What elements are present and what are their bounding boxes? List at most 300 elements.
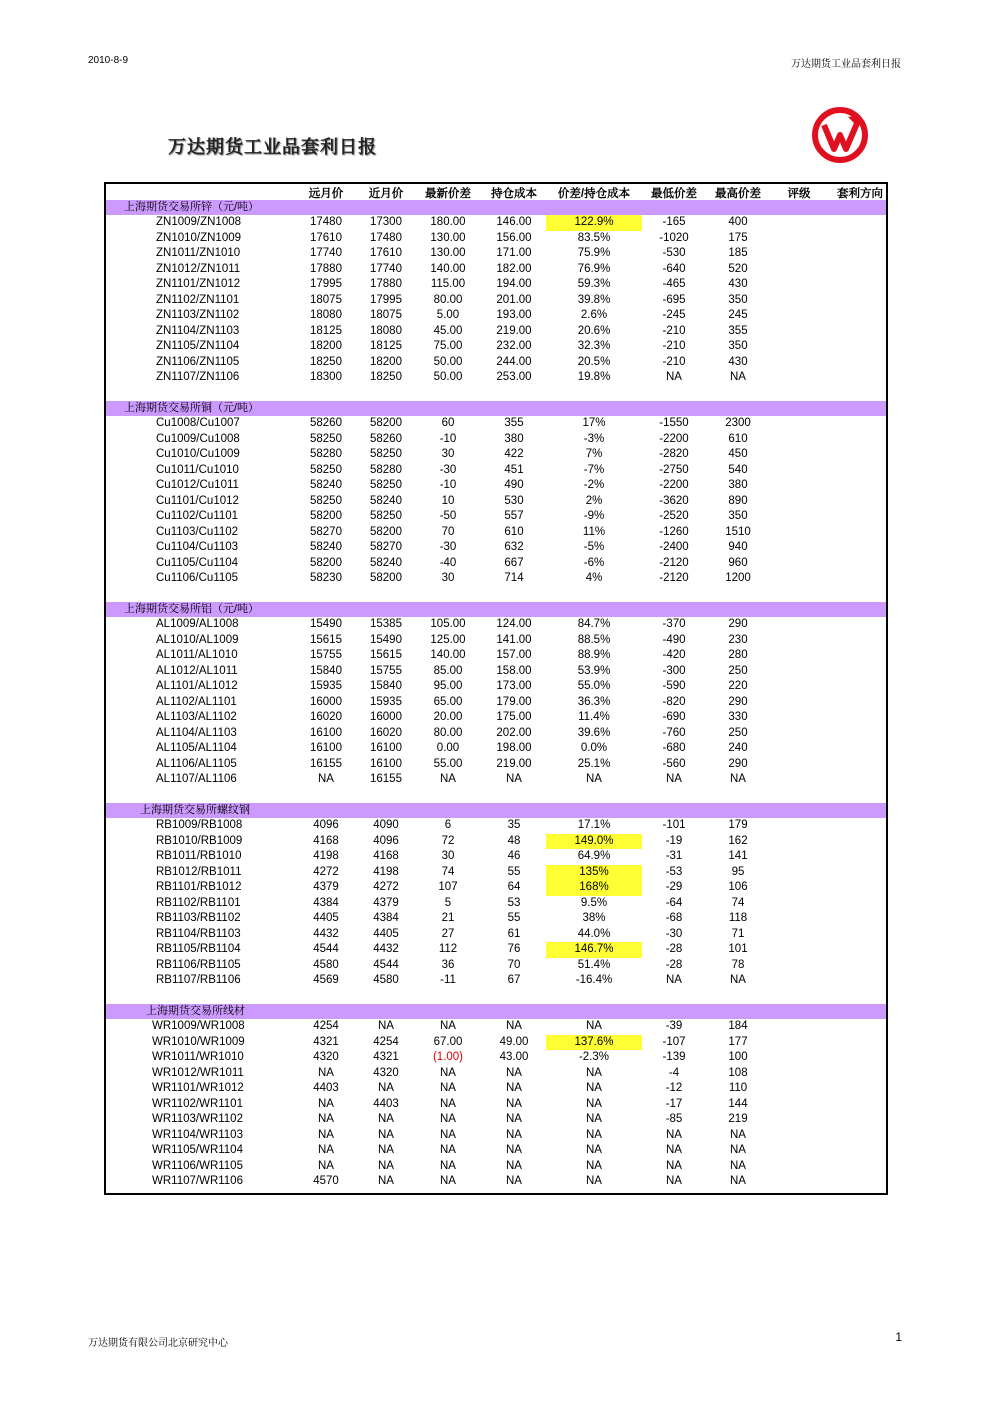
near-price-cell: 16155 bbox=[370, 773, 402, 785]
spread-cost-ratio-cell: 88.5% bbox=[577, 633, 611, 646]
near-price-cell: 18125 bbox=[370, 340, 402, 352]
near-price-cell: 17300 bbox=[370, 216, 402, 228]
contract-pair-cell: AL1103/AL1102 bbox=[156, 711, 237, 723]
latest-spread-cell: 115.00 bbox=[430, 278, 466, 290]
holding-cost-cell: 156.00 bbox=[496, 231, 532, 244]
contract-pair-cell: Cu1011/Cu1010 bbox=[156, 463, 239, 476]
holding-cost-cell: 667 bbox=[504, 556, 524, 569]
table-row bbox=[106, 664, 886, 680]
holding-cost-cell: 194.00 bbox=[496, 278, 532, 290]
max-spread-cell: 290 bbox=[728, 618, 748, 630]
table-row bbox=[106, 277, 886, 293]
holding-cost-cell: 55 bbox=[507, 912, 521, 924]
holding-cost-cell: 171.00 bbox=[496, 247, 532, 259]
far-price-cell: NA bbox=[318, 1159, 334, 1172]
far-price-cell: 58200 bbox=[310, 556, 342, 569]
near-price-cell: 16100 bbox=[370, 757, 402, 770]
max-spread-cell: 141 bbox=[728, 850, 748, 862]
min-spread-cell: -760 bbox=[662, 726, 686, 739]
holding-cost-cell: 157.00 bbox=[496, 649, 532, 661]
max-spread-cell: 100 bbox=[728, 1051, 748, 1063]
latest-spread-cell: NA bbox=[440, 1128, 456, 1141]
max-spread-cell: 71 bbox=[731, 927, 745, 940]
max-spread-cell: 610 bbox=[728, 432, 748, 445]
far-price-cell: 4403 bbox=[313, 1082, 339, 1094]
latest-spread-cell: 130.00 bbox=[430, 247, 466, 259]
contract-pair-cell: WR1106/WR1105 bbox=[152, 1159, 243, 1172]
far-price-cell: 17995 bbox=[310, 278, 342, 290]
far-price-cell: 18200 bbox=[310, 340, 342, 352]
contract-pair-cell: RB1106/RB1105 bbox=[156, 958, 241, 971]
min-spread-cell: -39 bbox=[665, 1020, 683, 1032]
near-price-cell: 18250 bbox=[370, 371, 402, 383]
holding-cost-cell: 141.00 bbox=[496, 633, 532, 646]
contract-pair-cell: AL1105/AL1104 bbox=[156, 742, 237, 754]
section-spacer bbox=[106, 788, 886, 804]
far-price-cell: 4384 bbox=[313, 896, 339, 909]
near-price-cell: 58260 bbox=[370, 432, 402, 445]
spread-cost-ratio-cell: 51.4% bbox=[577, 958, 611, 971]
min-spread-cell: -210 bbox=[662, 324, 686, 337]
near-price-cell: 4432 bbox=[373, 943, 399, 955]
spread-cost-ratio-cell: 149.0% bbox=[546, 834, 642, 850]
table-row bbox=[106, 447, 886, 463]
spread-cost-ratio-cell: 19.8% bbox=[577, 371, 611, 383]
near-price-cell: 58250 bbox=[370, 448, 402, 460]
holding-cost-cell: 46 bbox=[507, 850, 521, 862]
far-price-cell: 18080 bbox=[310, 309, 342, 321]
latest-spread-cell: 50.00 bbox=[433, 355, 463, 368]
near-price-cell: 17480 bbox=[370, 231, 402, 244]
table-row bbox=[106, 679, 886, 695]
holding-cost-cell: 232.00 bbox=[496, 340, 532, 352]
max-spread-cell: 330 bbox=[728, 711, 748, 723]
max-spread-cell: 144 bbox=[728, 1097, 748, 1110]
table-row bbox=[106, 896, 886, 912]
contract-pair-cell: AL1009/AL1008 bbox=[156, 618, 239, 630]
spread-cost-ratio-cell: 0.0% bbox=[580, 742, 608, 754]
table-row bbox=[106, 633, 886, 649]
contract-pair-cell: Cu1102/Cu1101 bbox=[156, 510, 239, 522]
near-price-cell: 16020 bbox=[370, 726, 402, 739]
far-price-cell: NA bbox=[318, 1113, 334, 1125]
spread-cost-ratio-cell: 122.9% bbox=[546, 215, 642, 231]
latest-spread-cell: 67.00 bbox=[433, 1035, 463, 1048]
table-row bbox=[106, 355, 886, 371]
holding-cost-cell: 714 bbox=[504, 572, 524, 584]
far-price-cell: NA bbox=[318, 773, 334, 785]
near-price-cell: 15935 bbox=[370, 695, 402, 708]
contract-pair-cell: Cu1105/Cu1104 bbox=[156, 556, 239, 569]
latest-spread-cell: 70 bbox=[441, 525, 455, 538]
table-row bbox=[106, 973, 886, 989]
far-price-cell: 15615 bbox=[310, 633, 342, 646]
contract-pair-cell: WR1104/WR1103 bbox=[152, 1128, 243, 1141]
section-header bbox=[106, 602, 886, 617]
spread-cost-ratio-cell: 2% bbox=[585, 494, 603, 507]
far-price-cell: 58230 bbox=[310, 572, 342, 584]
section-title: 上海期货交易所铝（元/吨） bbox=[124, 603, 260, 615]
holding-cost-cell: 35 bbox=[507, 819, 521, 831]
spread-cost-ratio-cell: 4% bbox=[585, 572, 603, 584]
contract-pair-cell: ZN1010/ZN1009 bbox=[156, 231, 242, 244]
max-spread-cell: 540 bbox=[728, 463, 748, 476]
latest-spread-cell: 5.00 bbox=[436, 309, 460, 321]
holding-cost-cell: 451 bbox=[504, 463, 524, 476]
holding-cost-cell: 201.00 bbox=[496, 293, 532, 306]
table-row bbox=[106, 772, 886, 788]
contract-pair-cell: ZN1106/ZN1105 bbox=[156, 355, 240, 368]
contract-pair-cell: Cu1106/Cu1105 bbox=[156, 572, 239, 584]
near-price-cell: 17610 bbox=[370, 247, 402, 259]
section-title: 上海期货交易所锌（元/吨） bbox=[124, 201, 260, 213]
latest-spread-cell: -11 bbox=[440, 974, 456, 986]
contract-pair-cell: AL1104/AL1103 bbox=[156, 726, 237, 739]
contract-pair-cell: RB1102/RB1101 bbox=[156, 896, 241, 909]
max-spread-cell: NA bbox=[730, 773, 746, 785]
holding-cost-cell: 422 bbox=[504, 448, 524, 460]
latest-spread-cell: 95.00 bbox=[433, 680, 463, 692]
max-spread-cell: 960 bbox=[728, 556, 748, 569]
table-row bbox=[106, 741, 886, 757]
far-price-cell: 58270 bbox=[310, 525, 342, 538]
far-price-cell: 4198 bbox=[313, 850, 339, 862]
contract-pair-cell: ZN1011/ZN1010 bbox=[156, 247, 241, 259]
holding-cost-cell: 61 bbox=[507, 927, 521, 940]
near-price-cell: 58250 bbox=[370, 479, 402, 491]
min-spread-cell: -370 bbox=[662, 618, 686, 630]
spread-cost-ratio-cell: 39.8% bbox=[577, 293, 611, 306]
holding-cost-cell: 124.00 bbox=[496, 618, 532, 630]
company-logo-icon bbox=[812, 107, 868, 163]
min-spread-cell: -2200 bbox=[659, 479, 689, 491]
spread-cost-ratio-cell: 2.6% bbox=[580, 309, 608, 321]
contract-pair-cell: AL1011/AL1010 bbox=[156, 649, 238, 661]
far-price-cell: 58250 bbox=[310, 494, 342, 507]
table-row bbox=[106, 463, 886, 479]
holding-cost-cell: 219.00 bbox=[496, 757, 532, 770]
far-price-cell: 4432 bbox=[313, 927, 339, 940]
max-spread-cell: 220 bbox=[728, 680, 748, 692]
min-spread-cell: -690 bbox=[662, 711, 686, 723]
far-price-cell: 18250 bbox=[310, 355, 342, 368]
holding-cost-cell: 76 bbox=[507, 943, 521, 955]
latest-spread-cell: 80.00 bbox=[433, 293, 463, 306]
min-spread-cell: -30 bbox=[665, 927, 683, 940]
contract-pair-cell: RB1107/RB1106 bbox=[156, 974, 241, 986]
contract-pair-cell: AL1106/AL1105 bbox=[156, 757, 237, 770]
section-header bbox=[106, 803, 886, 818]
spread-cost-ratio-cell: 11% bbox=[582, 525, 606, 538]
table-row bbox=[106, 262, 886, 278]
near-price-cell: 15490 bbox=[370, 633, 402, 646]
spread-cost-ratio-cell: 53.9% bbox=[577, 664, 611, 677]
spread-cost-ratio-cell: 76.9% bbox=[577, 262, 611, 275]
latest-spread-cell: 105.00 bbox=[430, 618, 466, 630]
table-row bbox=[106, 1112, 886, 1128]
max-spread-cell: NA bbox=[730, 974, 746, 986]
spread-cost-ratio-cell: 20.6% bbox=[577, 324, 611, 337]
near-price-cell: 15755 bbox=[370, 664, 402, 677]
holding-cost-cell: 610 bbox=[504, 525, 524, 538]
contract-pair-cell: AL1101/AL1012 bbox=[156, 680, 238, 692]
spread-cost-ratio-cell: NA bbox=[586, 1020, 602, 1032]
near-price-cell: 15840 bbox=[370, 680, 402, 692]
holding-cost-cell: 490 bbox=[504, 479, 524, 491]
spread-cost-ratio-cell: NA bbox=[586, 1113, 602, 1125]
min-spread-cell: NA bbox=[666, 371, 682, 383]
contract-pair-cell: RB1010/RB1009 bbox=[156, 834, 243, 847]
max-spread-cell: 290 bbox=[728, 757, 748, 770]
spread-cost-ratio-cell: 9.5% bbox=[580, 896, 608, 909]
contract-pair-cell: AL1107/AL1106 bbox=[156, 773, 237, 785]
min-spread-cell: -420 bbox=[662, 649, 686, 661]
max-spread-cell: 101 bbox=[728, 943, 748, 955]
near-price-cell: NA bbox=[378, 1175, 394, 1187]
latest-spread-cell: 130.00 bbox=[430, 231, 466, 244]
contract-pair-cell: Cu1104/Cu1103 bbox=[156, 541, 239, 553]
holding-cost-cell: 146.00 bbox=[496, 216, 532, 228]
table-row bbox=[106, 509, 886, 525]
max-spread-cell: 245 bbox=[728, 309, 748, 321]
latest-spread-cell: 65.00 bbox=[433, 695, 463, 708]
max-spread-cell: 95 bbox=[731, 865, 745, 878]
min-spread-cell: -19 bbox=[665, 834, 683, 847]
max-spread-cell: 108 bbox=[728, 1066, 748, 1079]
max-spread-cell: 400 bbox=[728, 216, 748, 228]
near-price-cell: 58200 bbox=[370, 525, 402, 538]
near-price-cell: 58250 bbox=[370, 510, 402, 522]
spread-cost-ratio-cell: NA bbox=[586, 773, 602, 785]
min-spread-cell: -1550 bbox=[659, 417, 689, 429]
latest-spread-cell: 72 bbox=[441, 834, 455, 847]
holding-cost-cell: 198.00 bbox=[496, 742, 532, 754]
col-latest-spread: 最新价差 bbox=[425, 188, 471, 200]
table-row bbox=[106, 556, 886, 572]
holding-cost-cell: 43.00 bbox=[499, 1051, 529, 1063]
contract-pair-cell: Cu1009/Cu1008 bbox=[156, 432, 240, 445]
far-price-cell: 58200 bbox=[310, 510, 342, 522]
table-row bbox=[106, 1050, 886, 1066]
min-spread-cell: -2820 bbox=[659, 448, 689, 460]
holding-cost-cell: 49.00 bbox=[499, 1035, 529, 1048]
far-price-cell: 18125 bbox=[310, 324, 342, 337]
latest-spread-cell: 0.00 bbox=[436, 742, 460, 754]
spread-cost-ratio-cell: 25.1% bbox=[577, 757, 611, 770]
section-title: 上海期货交易所线材 bbox=[146, 1005, 245, 1017]
table-row bbox=[106, 818, 886, 834]
contract-pair-cell: RB1103/RB1102 bbox=[156, 912, 241, 924]
spread-cost-ratio-cell: -7% bbox=[583, 463, 605, 476]
contract-pair-cell: Cu1012/Cu1011 bbox=[156, 479, 239, 491]
min-spread-cell: -210 bbox=[662, 340, 686, 352]
near-price-cell: 58280 bbox=[370, 463, 402, 476]
near-price-cell: 4168 bbox=[373, 850, 399, 862]
max-spread-cell: 890 bbox=[728, 494, 748, 507]
far-price-cell: 4544 bbox=[313, 943, 339, 955]
spread-cost-ratio-cell: NA bbox=[586, 1175, 602, 1187]
far-price-cell: 15755 bbox=[310, 649, 342, 661]
near-price-cell: NA bbox=[378, 1113, 394, 1125]
holding-cost-cell: 158.00 bbox=[496, 664, 532, 677]
far-price-cell: 4320 bbox=[313, 1051, 339, 1063]
far-price-cell: NA bbox=[318, 1097, 334, 1110]
min-spread-cell: -1020 bbox=[659, 231, 689, 244]
report-title: 万达期货工业品套利日报 bbox=[168, 137, 377, 157]
far-price-cell: 58250 bbox=[310, 432, 342, 445]
contract-pair-cell: Cu1010/Cu1009 bbox=[156, 448, 240, 460]
far-price-cell: 16100 bbox=[310, 742, 342, 754]
holding-cost-cell: 244.00 bbox=[496, 355, 532, 368]
latest-spread-cell: 36 bbox=[441, 958, 455, 971]
table-row bbox=[106, 293, 886, 309]
table-row bbox=[106, 432, 886, 448]
near-price-cell: NA bbox=[378, 1020, 394, 1032]
far-price-cell: 58260 bbox=[310, 417, 342, 429]
holding-cost-cell: NA bbox=[506, 1097, 522, 1110]
latest-spread-cell: 6 bbox=[444, 819, 452, 831]
near-price-cell: 4405 bbox=[373, 927, 399, 940]
table-row bbox=[106, 1081, 886, 1097]
min-spread-cell: -12 bbox=[665, 1082, 683, 1094]
contract-pair-cell: ZN1101/ZN1012 bbox=[156, 278, 241, 290]
table-row bbox=[106, 726, 886, 742]
near-price-cell: 4254 bbox=[373, 1035, 399, 1048]
latest-spread-cell: NA bbox=[440, 773, 456, 785]
contract-pair-cell: WR1101/WR1012 bbox=[152, 1082, 244, 1094]
contract-pair-cell: WR1107/WR1106 bbox=[152, 1175, 243, 1187]
max-spread-cell: 1510 bbox=[725, 525, 751, 538]
max-spread-cell: 162 bbox=[728, 834, 748, 847]
latest-spread-cell: -30 bbox=[439, 541, 457, 553]
holding-cost-cell: 380 bbox=[504, 432, 524, 445]
near-price-cell: 4403 bbox=[373, 1097, 399, 1110]
holding-cost-cell: 182.00 bbox=[496, 262, 532, 275]
max-spread-cell: 78 bbox=[731, 958, 745, 971]
max-spread-cell: NA bbox=[730, 371, 746, 383]
min-spread-cell: NA bbox=[666, 1175, 682, 1187]
near-price-cell: 18075 bbox=[370, 309, 402, 321]
max-spread-cell: 184 bbox=[728, 1020, 748, 1032]
holding-cost-cell: 70 bbox=[507, 958, 521, 971]
latest-spread-cell: 80.00 bbox=[433, 726, 463, 739]
max-spread-cell: 110 bbox=[728, 1082, 748, 1094]
latest-spread-cell: NA bbox=[440, 1175, 456, 1187]
min-spread-cell: -139 bbox=[662, 1051, 686, 1063]
spread-cost-ratio-cell: -16.4% bbox=[575, 974, 613, 986]
holding-cost-cell: NA bbox=[506, 1113, 522, 1125]
spread-cost-ratio-cell: 137.6% bbox=[546, 1035, 642, 1051]
far-price-cell: 4254 bbox=[313, 1020, 339, 1032]
footer-company: 万达期货有限公司北京研究中心 bbox=[88, 1338, 228, 1349]
far-price-cell: 58240 bbox=[310, 479, 342, 491]
far-price-cell: 16155 bbox=[310, 757, 342, 770]
min-spread-cell: -2120 bbox=[659, 572, 689, 584]
table-row bbox=[106, 525, 886, 541]
contract-pair-cell: AL1012/AL1011 bbox=[156, 664, 238, 677]
table-row bbox=[106, 911, 886, 927]
max-spread-cell: 177 bbox=[728, 1035, 748, 1048]
min-spread-cell: -560 bbox=[662, 757, 686, 770]
table-row bbox=[106, 1143, 886, 1159]
spread-cost-ratio-cell: 39.6% bbox=[577, 726, 611, 739]
table-row bbox=[106, 710, 886, 726]
min-spread-cell: -53 bbox=[665, 865, 683, 878]
spread-cost-ratio-cell: -2% bbox=[583, 479, 605, 491]
min-spread-cell: -530 bbox=[662, 247, 686, 259]
near-price-cell: 4090 bbox=[373, 819, 399, 831]
near-price-cell: NA bbox=[378, 1128, 394, 1141]
max-spread-cell: 380 bbox=[728, 479, 748, 491]
spread-cost-ratio-cell: 83.5% bbox=[577, 231, 611, 244]
min-spread-cell: -4 bbox=[668, 1066, 680, 1079]
spread-cost-ratio-cell: 36.3% bbox=[577, 695, 611, 708]
min-spread-cell: NA bbox=[666, 1159, 682, 1172]
near-price-cell: 4379 bbox=[373, 896, 399, 909]
min-spread-cell: -29 bbox=[665, 881, 683, 893]
max-spread-cell: 430 bbox=[728, 278, 748, 290]
table-row bbox=[106, 865, 886, 881]
spread-cost-ratio-cell: 17.1% bbox=[577, 819, 611, 831]
far-price-cell: 58250 bbox=[310, 463, 342, 476]
section-header bbox=[106, 401, 886, 416]
table-row bbox=[106, 834, 886, 850]
near-price-cell: 4321 bbox=[373, 1051, 399, 1063]
contract-pair-cell: ZN1103/ZN1102 bbox=[156, 309, 240, 321]
table-row bbox=[106, 849, 886, 865]
table-row bbox=[106, 942, 886, 958]
latest-spread-cell: 55.00 bbox=[433, 757, 463, 770]
max-spread-cell: 250 bbox=[728, 664, 748, 677]
latest-spread-cell: 85.00 bbox=[433, 664, 463, 677]
spread-cost-ratio-cell: NA bbox=[586, 1128, 602, 1141]
holding-cost-cell: NA bbox=[506, 1128, 522, 1141]
contract-pair-cell: RB1104/RB1103 bbox=[156, 927, 241, 940]
page-number: 1 bbox=[895, 1330, 902, 1344]
latest-spread-cell: 112 bbox=[438, 943, 458, 955]
latest-spread-cell: NA bbox=[440, 1066, 456, 1079]
near-price-cell: 18080 bbox=[370, 324, 402, 337]
contract-pair-cell: WR1011/WR1010 bbox=[152, 1051, 244, 1063]
holding-cost-cell: NA bbox=[506, 1082, 522, 1094]
latest-spread-cell: (1.00) bbox=[432, 1051, 464, 1063]
max-spread-cell: 520 bbox=[728, 262, 748, 275]
min-spread-cell: -820 bbox=[662, 695, 686, 708]
contract-pair-cell: RB1101/RB1012 bbox=[156, 881, 242, 893]
min-spread-cell: -695 bbox=[662, 293, 686, 306]
min-spread-cell: -165 bbox=[662, 216, 686, 228]
min-spread-cell: NA bbox=[666, 974, 682, 986]
near-price-cell: 58270 bbox=[370, 541, 402, 553]
latest-spread-cell: 140.00 bbox=[430, 649, 466, 661]
table-row bbox=[106, 958, 886, 974]
min-spread-cell: -590 bbox=[662, 680, 686, 692]
far-price-cell: 17480 bbox=[310, 216, 342, 228]
far-price-cell: 4580 bbox=[313, 958, 339, 971]
min-spread-cell: -64 bbox=[665, 896, 683, 909]
latest-spread-cell: 10 bbox=[441, 494, 455, 507]
min-spread-cell: -85 bbox=[665, 1113, 683, 1125]
min-spread-cell: -680 bbox=[662, 742, 686, 754]
col-max-spread: 最高价差 bbox=[715, 188, 761, 200]
min-spread-cell: -2200 bbox=[659, 432, 689, 445]
min-spread-cell: NA bbox=[666, 1144, 682, 1156]
spread-cost-ratio-cell: 64.9% bbox=[577, 850, 611, 862]
holding-cost-cell: 175.00 bbox=[496, 711, 532, 723]
table-row bbox=[106, 695, 886, 711]
latest-spread-cell: -10 bbox=[439, 479, 457, 491]
max-spread-cell: 290 bbox=[728, 695, 748, 708]
